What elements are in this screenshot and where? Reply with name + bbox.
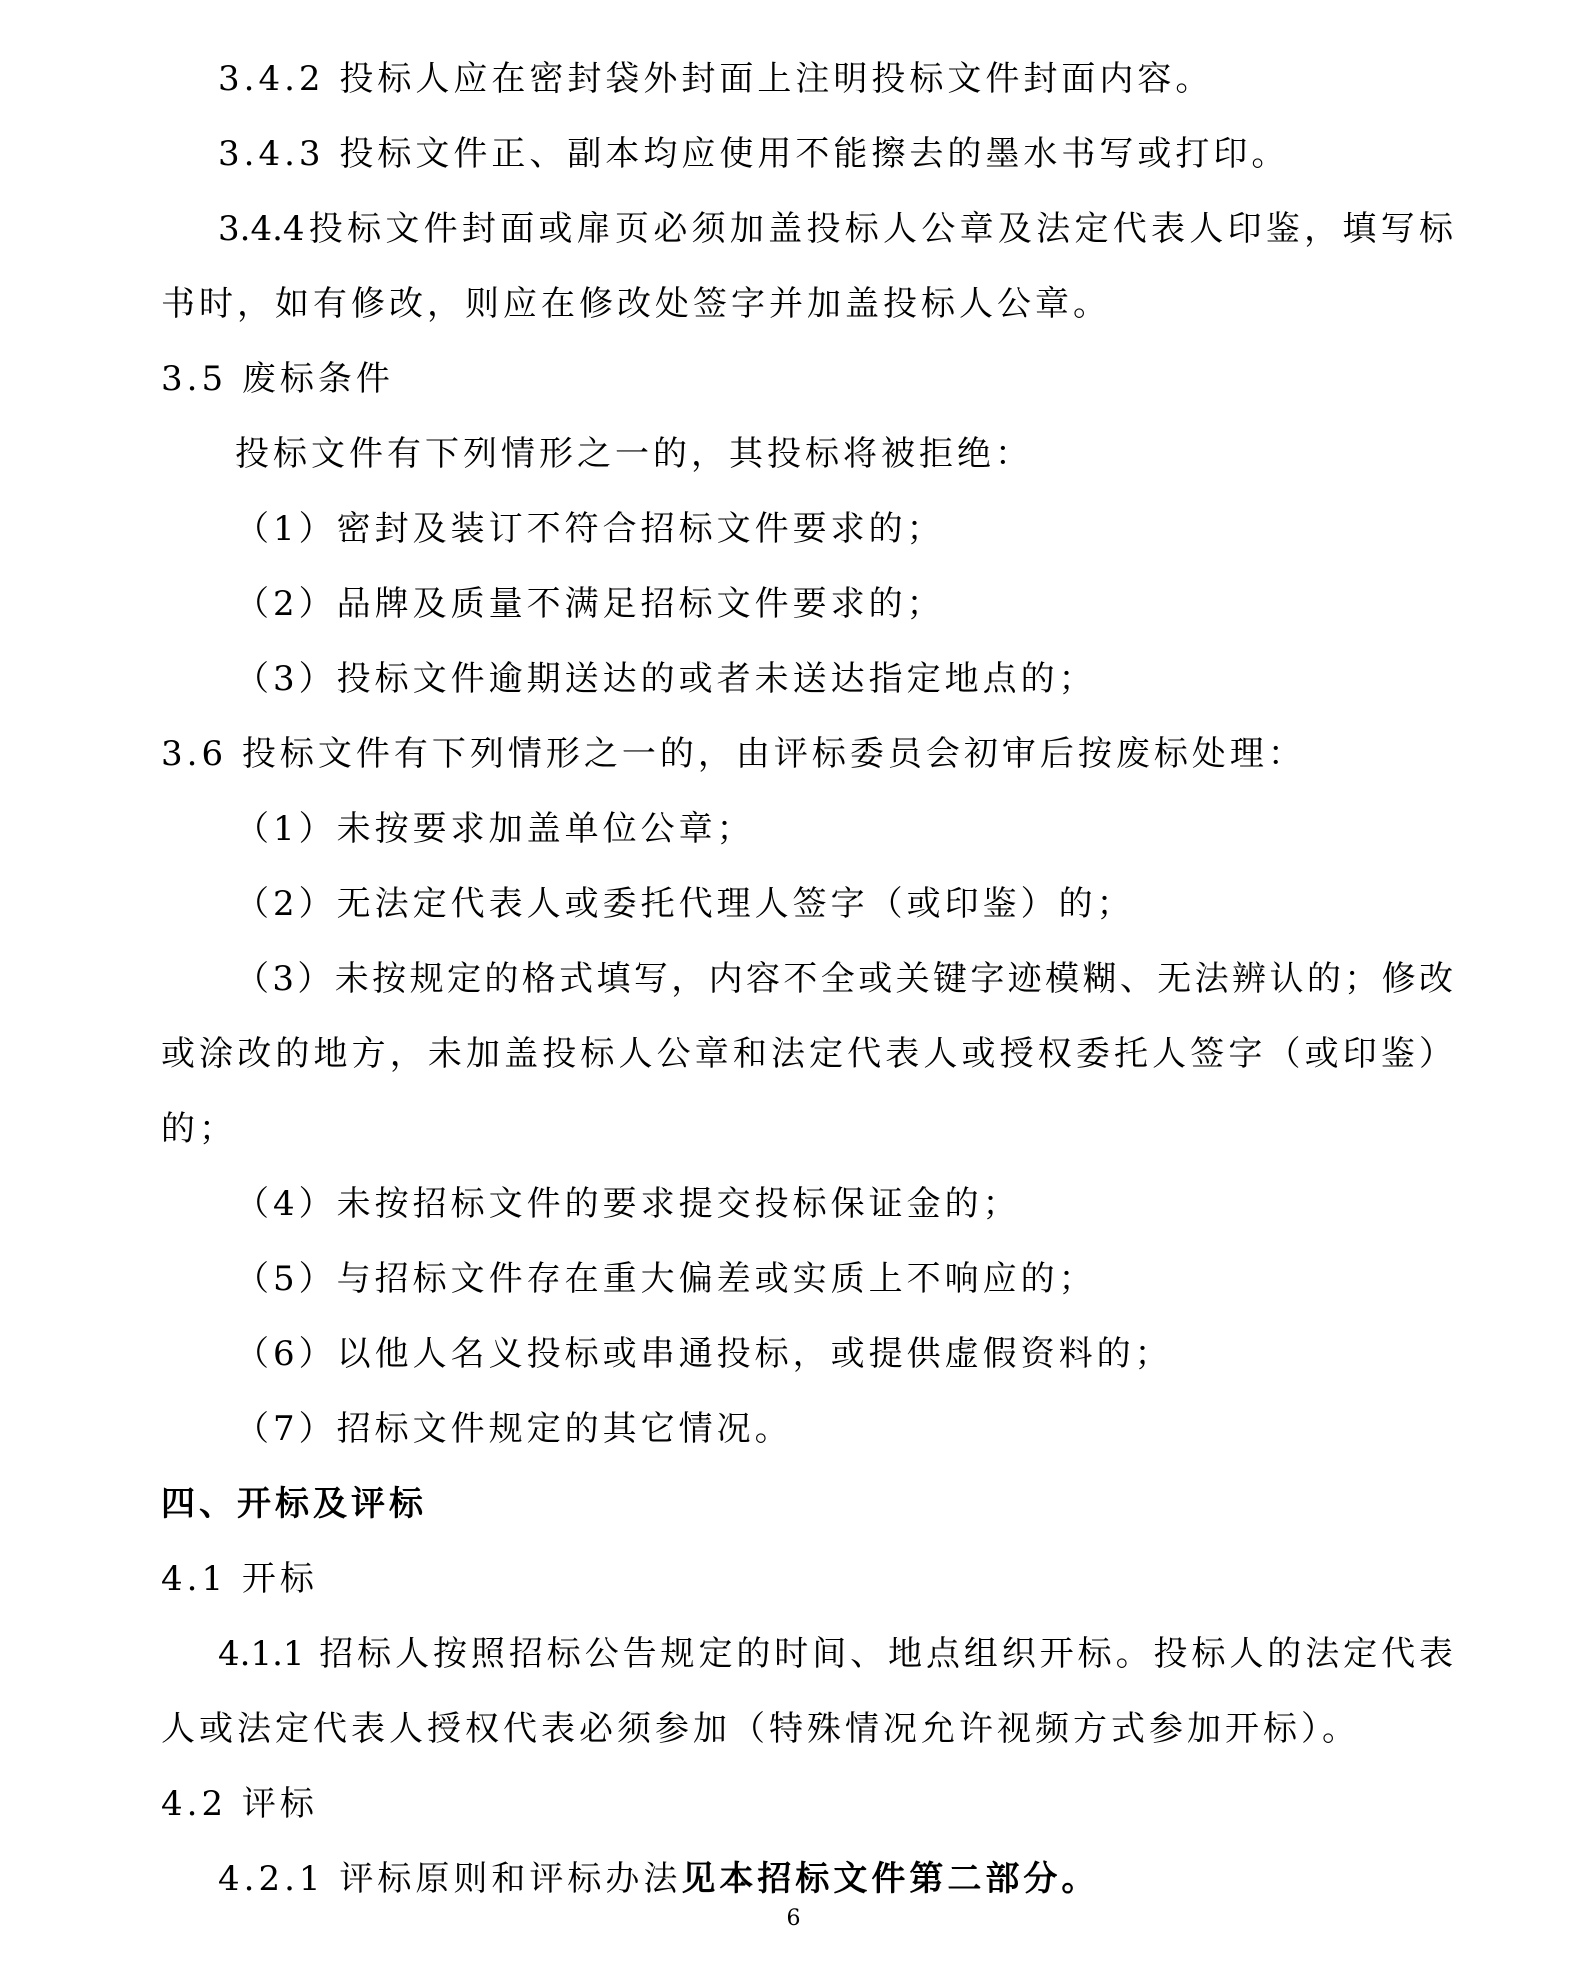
list-item: （2）无法定代表人或委托代理人签字（或印鉴）的；: [235, 884, 1135, 924]
text-line: 3.4.2 投标人应在密封袋外封面上注明投标文件封面内容。: [218, 59, 1214, 99]
list-item: （3）未按规定的格式填写，内容不全或关键字迹模糊、无法辨认的；修改: [235, 959, 1453, 999]
text-line: 投标文件有下列情形之一的，其投标将被拒绝：: [235, 434, 1033, 474]
bold-text-span: 见本招标文件第二部分。: [681, 1859, 1100, 1899]
list-item: （7）招标文件规定的其它情况。: [235, 1409, 793, 1449]
page-number: 6: [786, 1906, 801, 1931]
section-heading: 4.2 评标: [161, 1784, 318, 1824]
text-line: 3.4.3 投标文件正、副本均应使用不能擦去的墨水书写或打印。: [218, 134, 1290, 174]
list-item: （1）未按要求加盖单位公章；: [235, 809, 755, 849]
section-heading: 3.5 废标条件: [161, 359, 394, 399]
list-item: （1）密封及装订不符合招标文件要求的；: [235, 509, 945, 549]
section-heading: 4.1 开标: [161, 1559, 318, 1599]
chapter-heading: 四、开标及评标: [161, 1484, 427, 1524]
text-line: 的；: [161, 1109, 237, 1149]
text-line: 或涂改的地方，未加盖投标人公章和法定代表人或授权委托人签字（或印鉴）: [161, 1034, 1453, 1074]
text-line: [218, 1849, 1453, 1909]
text-line: 4.1.1 招标人按照招标公告规定的时间、地点组织开标。投标人的法定代表: [218, 1634, 1453, 1674]
text-line: 3.4.4投标文件封面或扉页必须加盖投标人公章及法定代表人印鉴，填写标: [218, 209, 1453, 249]
text-line: 书时，如有修改，则应在修改处签字并加盖投标人公章。: [161, 284, 1111, 324]
list-item: （5）与招标文件存在重大偏差或实质上不响应的；: [235, 1259, 1097, 1299]
text-line: 人或法定代表人授权代表必须参加（特殊情况允许视频方式参加开标）。: [161, 1709, 1360, 1749]
section-heading: 3.6 投标文件有下列情形之一的，由评标委员会初审后按废标处理：: [161, 734, 1306, 774]
text-span: 4.2.1 评标原则和评标办法: [218, 1859, 682, 1899]
list-item: （6）以他人名义投标或串通投标，或提供虚假资料的；: [235, 1334, 1173, 1374]
list-item: （4）未按招标文件的要求提交投标保证金的；: [235, 1184, 1021, 1224]
list-item: （2）品牌及质量不满足招标文件要求的；: [235, 584, 945, 624]
list-item: （3）投标文件逾期送达的或者未送达指定地点的；: [235, 659, 1097, 699]
